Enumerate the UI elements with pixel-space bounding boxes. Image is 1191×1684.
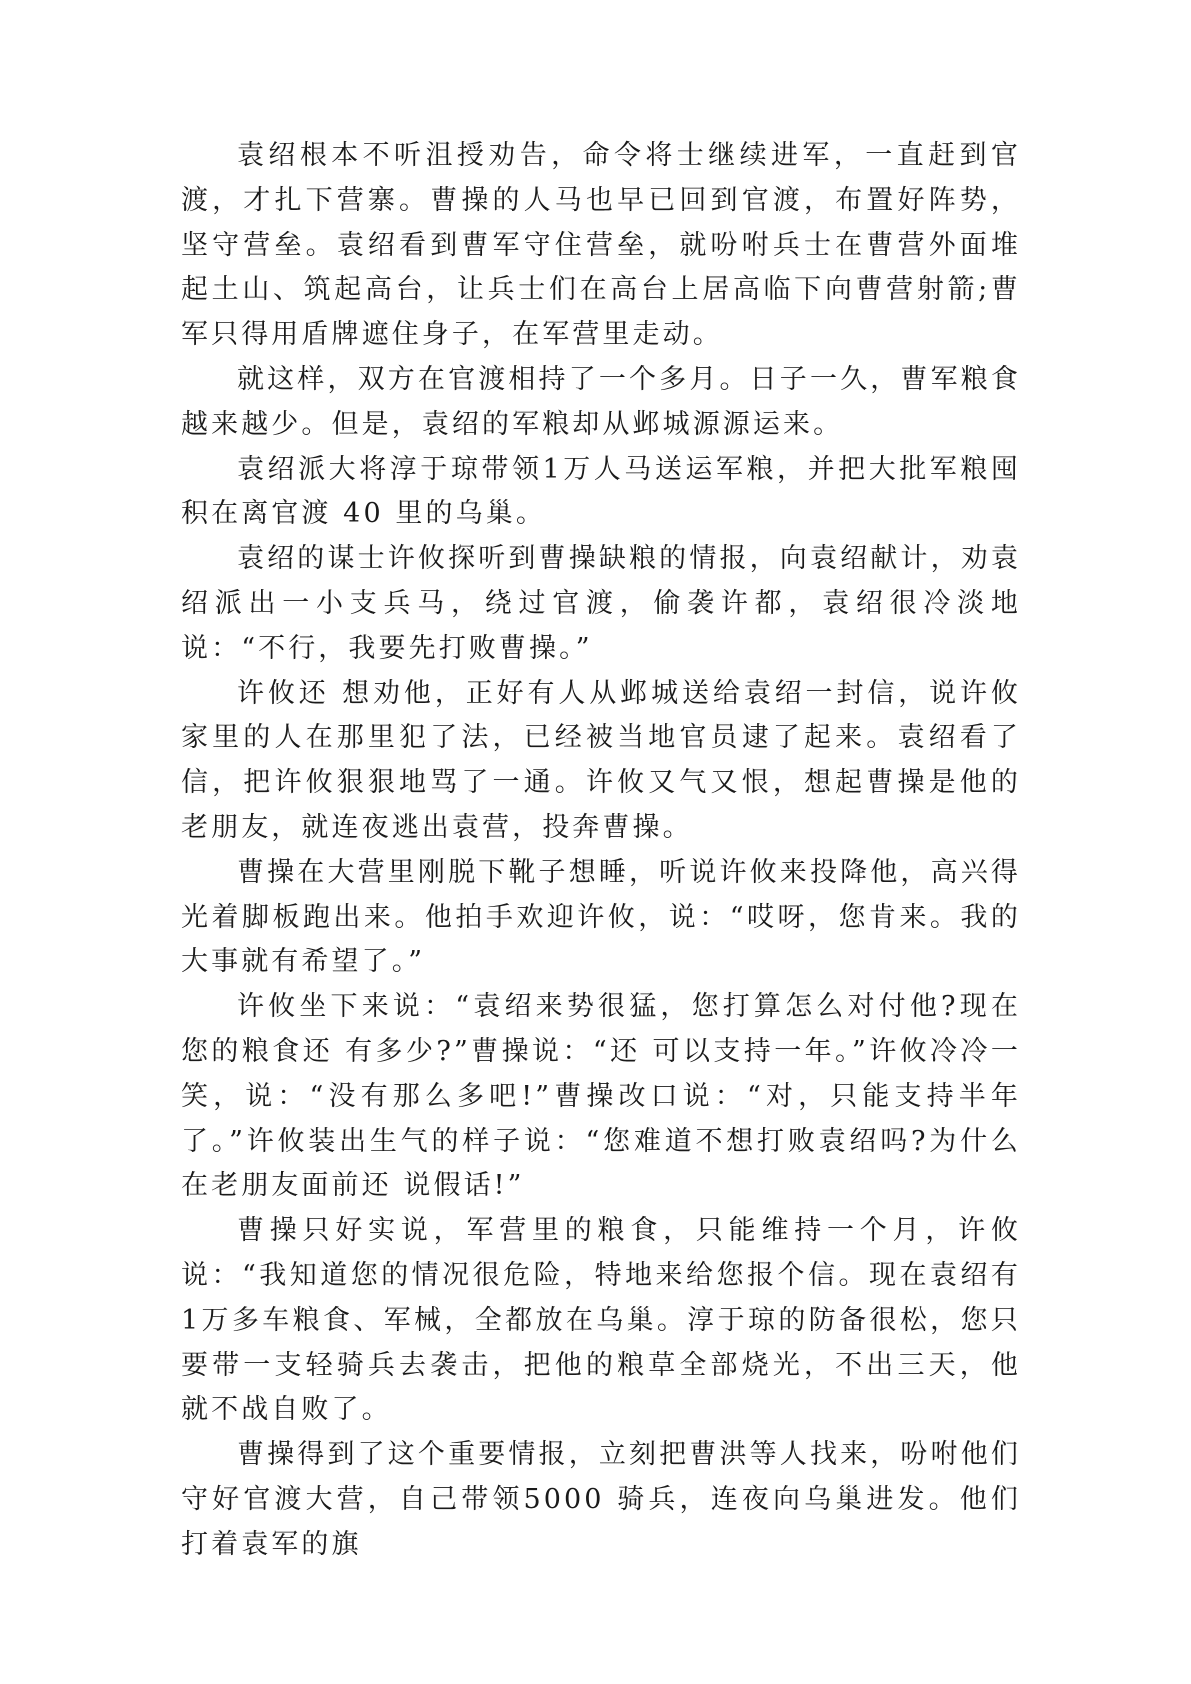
- paragraph: 就这样，双方在官渡相持了一个多月。日子一久，曹军粮食越来越少。但是，袁绍的军粮却从邺城源源运来。: [181, 363, 1021, 440]
- document-body: [181, 134, 1021, 1568]
- paragraph: 曹操在大营里刚脱下靴子想睡，听说许攸来投降他，高兴得光着脚板跑出来。他拍手欢迎许攸，说：“哎呀，您肯来。我的大事就有希望了。”: [181, 856, 1021, 978]
- paragraph: 袁绍派大将淳于琼带领1万人马送运军粮，并把大批军粮囤积在离官渡 40 里的乌巢。: [181, 453, 1021, 530]
- paragraph: 曹操只好实说，军营里的粮食，只能维持一个月，许攸说：“我知道您的情况很危险，特地来给您报个信。现在袁绍有1万多车粮食、军械，全都放在乌巢。淳于琼的防备很松，您只要带一支轻骑兵去袭击，把他的粮草全部烧光，不出三天，他就不战自败了。: [181, 1215, 1021, 1426]
- paragraph: 许攸坐下来说：“袁绍来势很猛，您打算怎么对付他?现在您的粮食还 有多少?”曹操说：“还 可以支持一年。”许攸冷冷一笑，说：“没有那么多吧!”曹操改口说：“对，只能支持半年了。”许攸装出生气的样子说：“您难道不想打败袁绍吗?为什么在老朋友面前还 说假话!”: [181, 991, 1021, 1202]
- paragraph: 许攸还 想劝他，正好有人从邺城送给袁绍一封信，说许攸家里的人在那里犯了法，已经被当地官员逮了起来。袁绍看了信，把许攸狠狠地骂了一通。许攸又气又恨，想起曹操是他的老朋友，就连夜逃出袁营，投奔曹操。: [181, 677, 1021, 843]
- paragraph: 袁绍根本不听沮授劝告，命令将士继续进军，一直赶到官渡，才扎下营寨。曹操的人马也早已回到官渡，布置好阵势，坚守营垒。袁绍看到曹军守住营垒，就吩咐兵士在曹营外面堆起土山、筑起高台，让兵士们在高台上居高临下向曹营射箭;曹军只得用盾牌遮住身子，在军营里走动。: [181, 140, 1021, 351]
- paragraph: 曹操得到了这个重要情报，立刻把曹洪等人找来，吩咐他们守好官渡大营，自己带领5000 骑兵，连夜向乌巢进发。他们打着袁军的旗: [181, 1439, 1021, 1560]
- paragraph: 袁绍的谋士许攸探听到曹操缺粮的情报，向袁绍献计，劝袁绍派出一小支兵马，绕过官渡，偷袭许都，袁绍很冷淡地说：“不行，我要先打败曹操。”: [181, 543, 1021, 664]
